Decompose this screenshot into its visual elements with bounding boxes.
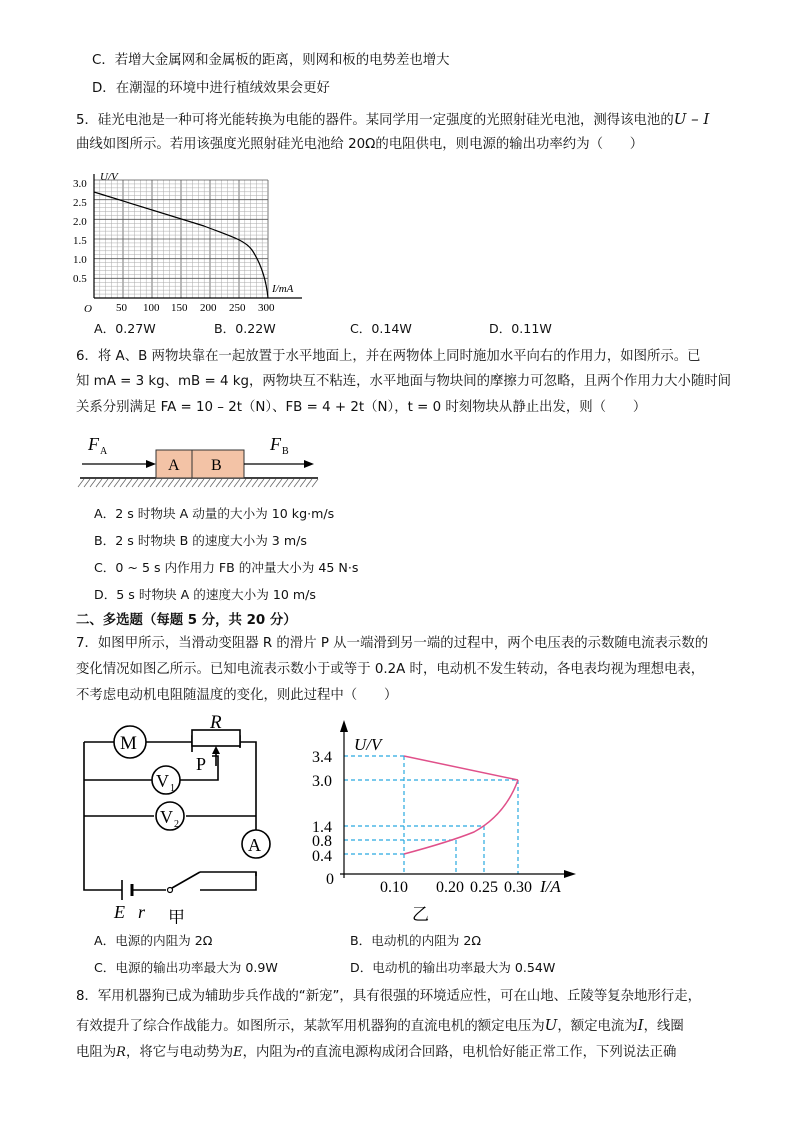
ground-hatch-stroke [270,479,276,487]
ground-hatch-stroke [84,479,90,487]
q5-ytick: 0.5 [73,273,87,285]
block-a-label: A [168,457,180,474]
q7-voltage-current-graph [304,706,590,930]
ground-hatch-stroke [96,479,102,487]
v1-sub: 1 [170,783,175,794]
circuit-bottom-wire-2 [200,872,256,876]
q6-blocks-figure [74,428,324,494]
q4-option-c: C．若增大金属网和金属板的距离，则网和板的电势差也增大 [92,53,450,68]
q7-xtick: 0.20 [436,879,464,896]
q5-xtick: 100 [143,302,160,314]
ground-hatch-stroke [222,479,228,487]
q5-ytick: 1.5 [73,235,87,247]
q7-origin: 0 [326,871,334,888]
ground-hatch-stroke [186,479,192,487]
q5-yticks [73,178,87,285]
ground-hatch-stroke [132,479,138,487]
ground-hatch-stroke [276,479,282,487]
q7-stem-line3: 不考虑电动机电阻随温度的变化，则此过程中（ ） [76,688,398,703]
ground-hatch-stroke [210,479,216,487]
block-b-label: B [211,457,222,474]
q5-xtick: 300 [258,302,275,314]
q7-option-b: B．电动机的内阻为 2Ω [350,933,482,948]
ground-hatch-stroke [234,479,240,487]
ground-hatch-stroke [240,479,246,487]
q6-option-c: C．0 ~ 5 s 内作用力 FB 的冲量大小为 45 N·s [94,560,359,575]
motor-label: M [120,733,137,754]
q8-stem-line3: 电阻为R，将它与电动势为E，内阻为r的直流电源构成闭合回路，电机恰好能正常工作，下列说法正确 [76,1045,677,1060]
ground-hatch-stroke [114,479,120,487]
ground-hatch-stroke [228,479,234,487]
q6-option-b: B．2 s 时物块 B 的速度大小为 3 m/s [94,533,307,548]
internal-r-label: r [138,902,146,922]
q5-option-b: B．0.22W [214,321,276,336]
ground-hatch-stroke [90,479,96,487]
v1-label: V [156,771,169,791]
q6-ground-hatch [78,479,318,487]
q7-xtick: 0.10 [380,879,408,896]
q7-ylabel: U/V [354,735,382,754]
ground-hatch-stroke [150,479,156,487]
force-fa-sub: A [100,446,108,457]
ground-hatch-stroke [252,479,258,487]
q5-option-c: C．0.14W [350,321,412,336]
force-fb-label: F [270,434,281,454]
ground-hatch-stroke [306,479,312,487]
q7-x-arrowhead [564,870,576,878]
q5-xtick: 50 [116,302,127,314]
ground-hatch-stroke [156,479,162,487]
q5-xtick: 150 [171,302,188,314]
q5-option-d: D．0.11W [489,321,552,336]
q7-xtick: 0.25 [470,879,498,896]
q7-option-d: D．电动机的输出功率最大为 0.54W [350,960,556,975]
q5-xticks [116,302,275,314]
circuit-caption: 甲 [168,908,185,924]
q5-stem-line2: 曲线如图所示。若用该强度光照射硅光电池给 20Ω的电阻供电，则电源的输出功率约为（ ） [76,137,644,152]
ground-hatch-stroke [264,479,270,487]
q7-ytick: 3.4 [312,749,332,766]
ground-hatch-stroke [294,479,300,487]
ground-hatch-stroke [78,479,84,487]
section-heading-multi-choice: 二、多选题（每题 5 分，共 20 分） [76,613,297,628]
switch-pivot [168,888,173,893]
q8-stem-line1: 8．军用机器狗已成为辅助步兵作战的“新宠”，具有很强的环境适应性，可在山地、丘陵等复杂地形行走， [76,989,701,1004]
q5-ui-graph [70,166,310,316]
ground-hatch-stroke [216,479,222,487]
ground-hatch-stroke [180,479,186,487]
q6-option-a: A．2 s 时物块 A 动量的大小为 10 kg·m/s [94,506,335,521]
rheostat-slider-head [212,746,220,754]
ground-hatch-stroke [126,479,132,487]
ground-hatch-stroke [288,479,294,487]
ground-hatch-stroke [102,479,108,487]
ground-hatch-stroke [144,479,150,487]
q5-ytick: 2.0 [73,216,87,228]
q6-stem-line1: 6．将 A、B 两物块靠在一起放置于水平地面上，并在两物体上同时施加水平向右的作用力，如图所示。已 [76,349,701,364]
ground-hatch-stroke [192,479,198,487]
q4-option-d: D．在潮湿的环境中进行植绒效果会更好 [92,81,330,96]
ground-hatch-stroke [300,479,306,487]
rheostat-label: R [210,712,222,733]
ground-hatch-stroke [204,479,210,487]
q6-stem-line2: 知 mA = 3 kg、mB = 4 kg，两物块互不粘连，水平地面与物块间的摩擦力可忽略，且两个作用力大小随时间 [76,374,732,389]
q7-ytick: 0.4 [312,848,332,865]
q8-stem-line2: 有效提升了综合作战能力。如图所示，某款军用机器狗的直流电机的额定电压为U，额定电流为I，线圈 [76,1016,684,1034]
q5-xtick: 250 [229,302,246,314]
force-fb-sub: B [282,446,289,457]
q7-option-a: A．电源的内阻为 2Ω [94,933,213,948]
q6-stem-line3: 关系分别满足 FA = 10 – 2t（N）、FB = 4 + 2t（N），t = 0 时刻物块从静止出发，则（ ） [76,400,647,415]
q5-grid [94,180,268,298]
ground-hatch-stroke [282,479,288,487]
q7-ytick: 0.8 [312,833,332,850]
q5-ytick: 2.5 [73,197,87,209]
q7-ytick: 1.4 [312,819,332,836]
q7-circuit-diagram [74,708,290,924]
ground-hatch-stroke [120,479,126,487]
ground-hatch-stroke [168,479,174,487]
ground-hatch-stroke [198,479,204,487]
q7-stem-line2: 变化情况如图乙所示。已知电流表示数小于或等于 0.2A 时，电动机不发生转动，各电表均视为理想电表， [76,662,705,677]
circuit-top-wire [84,742,256,856]
q7-y-arrowhead [340,720,348,732]
ammeter-label: A [248,835,261,855]
ground-hatch-stroke [174,479,180,487]
ground-hatch-stroke [108,479,114,487]
ground-hatch-stroke [246,479,252,487]
q7-stem-line1: 7．如图甲所示，当滑动变阻器 R 的滑片 P 从一端滑到另一端的过程中，两个电压表的示数随电流表示数的 [76,636,709,651]
ground-hatch-stroke [258,479,264,487]
q7-xlabel: I/A [540,877,561,896]
q7-option-c: C．电源的输出功率最大为 0.9W [94,960,278,975]
force-fa-label: F [88,434,99,454]
q5-xlabel: I/mA [272,283,294,295]
q7-dashed-guides [344,756,518,874]
slider-p-label: P [196,754,207,774]
v2-sub: 2 [174,819,179,830]
q5-ytick: 1.0 [73,254,87,266]
q5-stem-line1: 5．硅光电池是一种可将光能转换为电能的器件。某同学用一定强度的光照射硅光电池，测得该电池的U – I [76,110,710,128]
v2-label: V [160,807,173,827]
q6-option-d: D．5 s 时物块 A 的速度大小为 10 m/s [94,587,316,602]
q7-xtick: 0.30 [504,879,532,896]
ground-hatch-stroke [162,479,168,487]
q5-option-a: A．0.27W [94,321,156,336]
switch-lever [172,872,200,888]
ground-hatch-stroke [138,479,144,487]
q5-xtick: 200 [200,302,217,314]
q5-origin: O [84,303,92,315]
emf-label: E [114,902,125,922]
ground-hatch-stroke [312,479,318,487]
q5-ytick: 3.0 [73,178,87,190]
q7-ytick: 3.0 [312,773,332,790]
q7-line-v1 [404,756,518,780]
q5-ylabel: U/V [100,171,118,183]
force-fb-arrowhead [304,460,314,468]
graph-caption: 乙 [412,905,429,924]
q7-curve-v2 [404,780,518,854]
circuit-return-wire [200,872,256,890]
force-fa-arrowhead [146,460,156,468]
